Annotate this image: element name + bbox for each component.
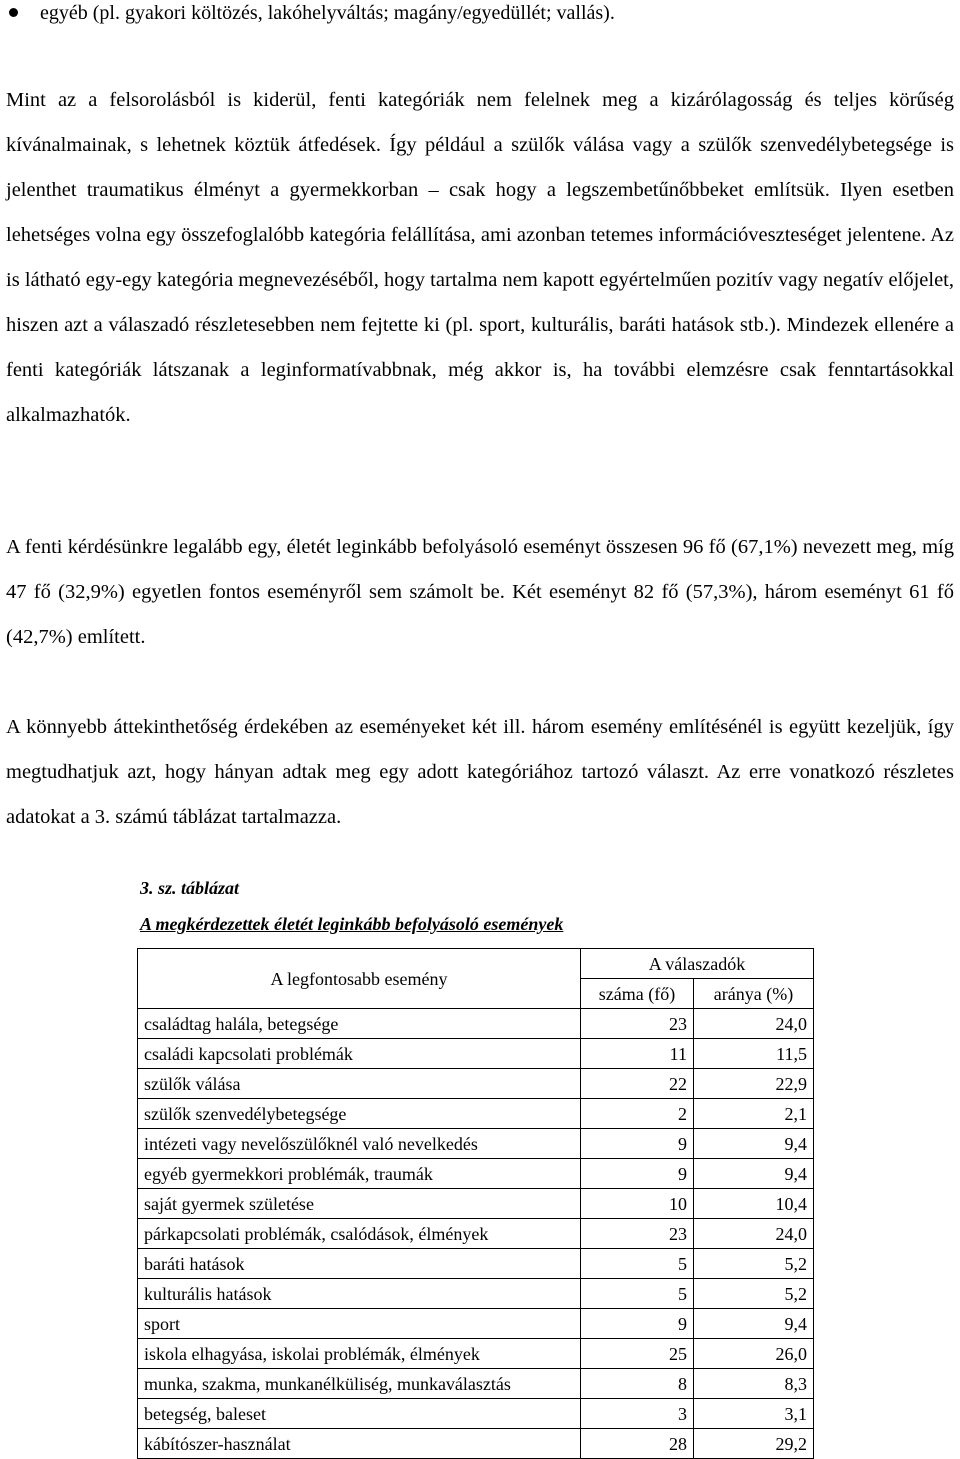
cell-count: 5 [581, 1279, 694, 1309]
paragraph-table-intro: A könnyebb áttekinthetőség érdekében az eseményeket két ill. három esemény említésénél is együtt kezeljük, így megtudhatjuk azt, hogy hányan adtak meg egy adott kategóriához tartozó választ. Az erre vonatkozó részletes adatokat a 3. számú táblázat tartalmazza. [6, 716, 954, 828]
table-row [138, 1159, 814, 1189]
cell-event: baráti hatások [138, 1249, 581, 1279]
cell-ratio: 24,0 [694, 1219, 814, 1249]
header-ratio: aránya (%) [694, 979, 814, 1009]
header-count: száma (fő) [581, 979, 694, 1009]
cell-ratio: 9,4 [694, 1129, 814, 1159]
cell-count: 10 [581, 1189, 694, 1219]
table-row [138, 1069, 814, 1099]
cell-ratio: 5,2 [694, 1249, 814, 1279]
paragraph-event-counts: A fenti kérdésünkre legalább egy, életét leginkább befolyásoló eseményt összesen 96 fő (67,1%) nevezett meg, míg 47 fő (32,9%) egyetlen fontos eseményről sem számolt be. Két eseményt 82 fő (57,3%), három eseményt 61 fő (42,7%) említett. [6, 536, 954, 648]
table-row [138, 1309, 814, 1339]
cell-ratio: 29,2 [694, 1429, 814, 1459]
cell-event: iskola elhagyása, iskolai problémák, élmények [138, 1339, 581, 1369]
cell-ratio: 22,9 [694, 1069, 814, 1099]
cell-event: szülők szenvedélybetegsége [138, 1099, 581, 1129]
cell-ratio: 3,1 [694, 1399, 814, 1429]
cell-event: családi kapcsolati problémák [138, 1039, 581, 1069]
table-caption-title: A megkérdezettek életét leginkább befolyásoló események [140, 914, 564, 934]
header-event: A legfontosabb esemény [138, 949, 581, 1009]
cell-ratio: 8,3 [694, 1369, 814, 1399]
cell-ratio: 24,0 [694, 1009, 814, 1039]
table-row [138, 1339, 814, 1369]
cell-ratio: 5,2 [694, 1279, 814, 1309]
cell-ratio: 26,0 [694, 1339, 814, 1369]
cell-count: 25 [581, 1339, 694, 1369]
cell-event: kulturális hatások [138, 1279, 581, 1309]
events-table [137, 948, 814, 1459]
cell-count: 2 [581, 1099, 694, 1129]
cell-count: 3 [581, 1399, 694, 1429]
table-row [138, 1189, 814, 1219]
table-row [138, 1009, 814, 1039]
header-respondents: A válaszadók [581, 949, 814, 979]
table-row [138, 1039, 814, 1069]
cell-event: szülők válása [138, 1069, 581, 1099]
cell-count: 5 [581, 1249, 694, 1279]
cell-event: kábítószer-használat [138, 1429, 581, 1459]
cell-event: sport [138, 1309, 581, 1339]
cell-count: 8 [581, 1369, 694, 1399]
table-row [138, 1429, 814, 1459]
table-body [138, 1009, 814, 1459]
cell-event: párkapcsolati problémák, csalódások, élmények [138, 1219, 581, 1249]
cell-ratio: 2,1 [694, 1099, 814, 1129]
cell-ratio: 9,4 [694, 1159, 814, 1189]
table-row [138, 1369, 814, 1399]
table-row [138, 1249, 814, 1279]
cell-count: 11 [581, 1039, 694, 1069]
bullet-text: egyéb (pl. gyakori költözés, lakóhelyváltás; magány/egyedüllét; vallás). [40, 2, 615, 24]
table-row [138, 1099, 814, 1129]
bullet-dot-icon [9, 8, 18, 17]
table-row [138, 1279, 814, 1309]
paragraph-categories-note: Mint az a felsorolásból is kiderül, fenti kategóriák nem felelnek meg a kizárólagosság és teljes körűség kívánalmainak, s lehetnek köztük átfedések. Így például a szülők válása vagy a szülők szenvedélybetegsége is jelenthet traumatikus élményt a gyermekkorban – csak hogy a legszembetűnőbbeket említsük. Ilyen esetben lehetséges volna egy összefoglalóbb kategória felállítása, ami azonban tetemes információveszteséget jelentene. Az is látható egy-egy kategória megnevezéséből, hogy tartalma nem kapott egyértelműen pozitív vagy negatív előjelet, hiszen azt a válaszadó részletesebben nem fejtette ki (pl. sport, kulturális, baráti hatások stb.). Mindezek ellenére a fenti kategóriák látszanak a leginformatívabbnak, még akkor is, ha további elemzésre csak fenntartásokkal alkalmazhatók. [6, 89, 954, 426]
cell-count: 9 [581, 1159, 694, 1189]
cell-ratio: 10,4 [694, 1189, 814, 1219]
cell-event: egyéb gyermekkori problémák, traumák [138, 1159, 581, 1189]
cell-event: saját gyermek születése [138, 1189, 581, 1219]
bullet-item [40, 0, 615, 26]
cell-ratio: 9,4 [694, 1309, 814, 1339]
table-header-row [138, 949, 814, 979]
cell-count: 22 [581, 1069, 694, 1099]
cell-event: családtag halála, betegsége [138, 1009, 581, 1039]
table-row [138, 1219, 814, 1249]
table-caption-number: 3. sz. táblázat [140, 878, 240, 898]
cell-count: 9 [581, 1309, 694, 1339]
table-row [138, 1399, 814, 1429]
cell-event: betegség, baleset [138, 1399, 581, 1429]
cell-count: 9 [581, 1129, 694, 1159]
cell-count: 23 [581, 1219, 694, 1249]
cell-count: 23 [581, 1009, 694, 1039]
cell-event: munka, szakma, munkanélküliség, munkaválasztás [138, 1369, 581, 1399]
cell-event: intézeti vagy nevelőszülőknél való nevelkedés [138, 1129, 581, 1159]
cell-count: 28 [581, 1429, 694, 1459]
table-row [138, 1129, 814, 1159]
cell-ratio: 11,5 [694, 1039, 814, 1069]
